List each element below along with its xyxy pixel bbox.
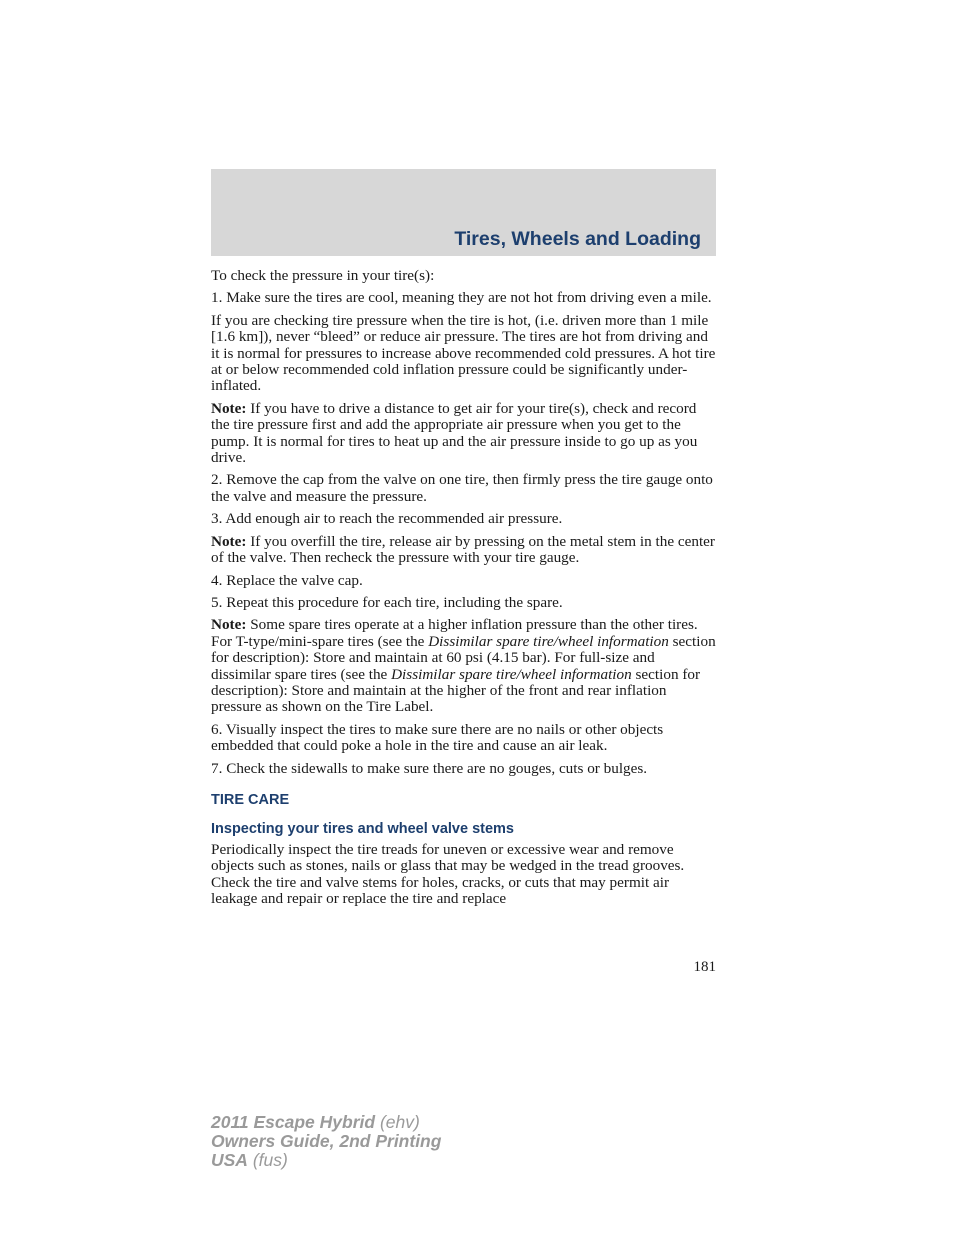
step-7: 7. Check the sidewalls to make sure there are no gouges, cuts or bulges. (211, 759, 648, 777)
step-6: 6. Visually inspect the tires to make sure there are no nails or other objects embedded that could poke a hole in the tire and cause an air leak. (211, 720, 664, 755)
section-heading: TIRE CARE (211, 791, 290, 808)
note-label: Note: (211, 532, 247, 550)
hot-tire-paragraph: If you are checking tire pressure when the tire is hot, (i.e. driven more than 1 mile [1.6 km]), never “bleed” or reduce air pressure. The tires are hot from driving and it is normal for pressures to increase above recommended cold pressures. A hot tire at or below recommended cold inflation pressure could be significantly under-inflated. (211, 311, 716, 395)
footer-guide: Owners Guide, 2nd Printing (211, 1131, 442, 1151)
note-label: Note: (211, 399, 247, 417)
step-3: 3. Add enough air to reach the recommended air pressure. (211, 510, 563, 528)
note-label: Note: (211, 616, 247, 634)
intro-paragraph: To check the pressure in your tire(s): (211, 267, 435, 284)
section-header-band (211, 169, 716, 256)
step-1: 1. Make sure the tires are cool, meaning they are not hot from driving even a mile. (211, 289, 712, 307)
page-number: 181 (693, 959, 716, 975)
note-3 (211, 617, 716, 715)
note-1-text: If you have to drive a distance to get air for your tire(s), check and record the tire pressure first and add the appropriate air pressure when you get to the pump. It is normal for tires to heat up and the air pressure inside to go up as you drive. (211, 399, 698, 467)
step-5: 5. Repeat this procedure for each tire, including the spare. (211, 593, 563, 611)
footer-model: 2011 Escape Hybrid (211, 1112, 376, 1132)
subsection-heading: Inspecting your tires and wheel valve stems (211, 820, 514, 837)
document-footer (211, 1113, 441, 1170)
cross-reference: Dissimilar spare tire/wheel information (428, 632, 669, 650)
footer-market-code: (fus) (247, 1150, 288, 1170)
note-3-text-a: Some spare tires operate at a higher inflation pressure than the other tires. For T-type/mini-spare tires (see the (211, 616, 698, 650)
footer-line-3 (211, 1151, 441, 1170)
step-2: 2. Remove the cap from the valve on one tire, then firmly press the tire gauge onto the valve and measure the pressure. (211, 471, 713, 505)
note-2 (211, 534, 716, 567)
step-4: 4. Replace the valve cap. (211, 571, 363, 589)
note-2-text: If you overfill the tire, release air by pressing on the metal stem in the center of the valve. Then recheck the pressure with your tire gauge. (211, 532, 715, 567)
note-3-text-b: section for description): Store and maintain at 60 psi (4.15 bar). For full-size and dissimilar spare tires (see the (211, 632, 716, 683)
footer-model-code: (ehv) (375, 1112, 420, 1132)
note-3-text-c: section for description): Store and maintain at the higher of the front and rear inflation pressure as shown on the Tire Label. (211, 665, 701, 716)
page-content (211, 268, 716, 914)
note-1 (211, 401, 716, 467)
inspect-paragraph: Periodically inspect the tire treads for uneven or excessive wear and remove objects such as stones, nails or glass that may be wedged in the tread grooves. Check the tire and valve stems for holes, cracks, or cuts that may permit air leakage and repair or replace the tire and replace (211, 840, 685, 908)
cross-reference: Dissimilar spare tire/wheel information (391, 665, 632, 683)
footer-market: USA (211, 1150, 248, 1170)
footer-line-2 (211, 1132, 441, 1151)
section-title: Tires, Wheels and Loading (454, 228, 701, 250)
footer-line-1 (211, 1113, 441, 1132)
